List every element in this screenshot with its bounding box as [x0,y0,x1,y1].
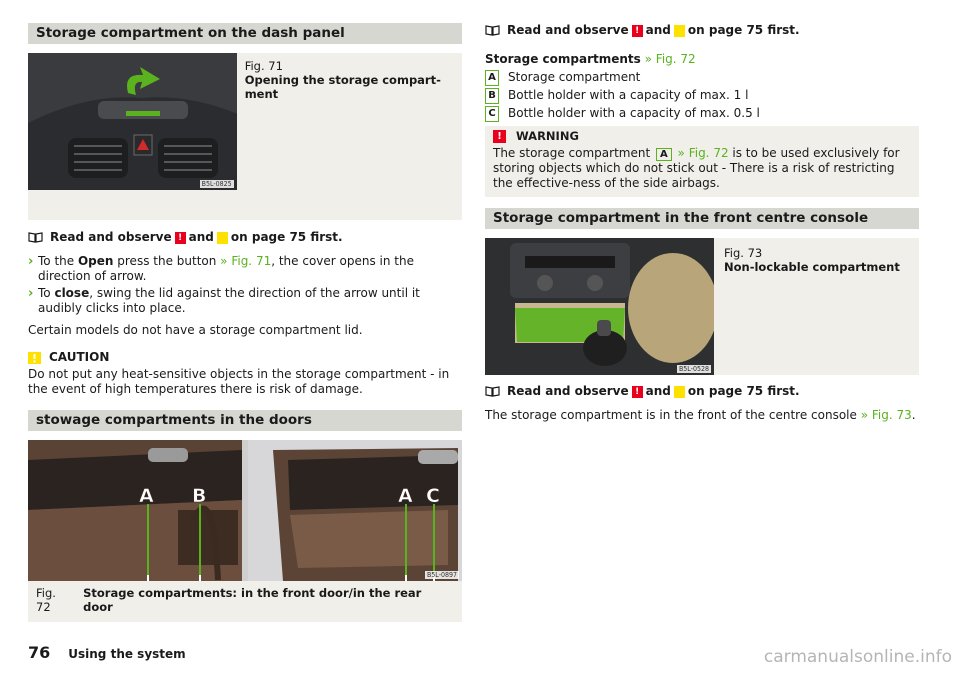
figure-73-number: Fig. 73 [724,246,763,260]
page-number: 76 [28,643,51,662]
instruction-close: › To close, swing the lid against the direction of the arrow until it audibly clicks into place. [28,286,420,315]
fig72-link[interactable]: » Fig. 72 [644,52,696,66]
page-footer [28,645,186,662]
figure-71-number: Fig. 71 [244,59,283,73]
fig73-link[interactable]: » Fig. 73 [860,408,912,422]
book-icon [485,25,500,36]
fig72-label-a1: A [139,485,154,507]
warning-icon: ! [493,130,506,143]
section-title-door-stowage: stowage compartments in the doors [28,410,462,431]
figure-71-code: B5L-0825 [201,180,232,188]
legend-key-b: B [485,88,499,104]
legend-key-c: C [485,106,499,122]
storage-compartments-heading: Storage compartments » Fig. 72 [485,52,696,66]
warning-icon: ! [175,232,186,244]
chapter-title: Using the system [68,647,186,661]
warning-box [485,126,919,197]
chevron-right-icon: › [28,254,34,269]
warning-icon: ! [632,386,643,398]
left-column [28,23,462,622]
watermark: carmanualsonline.info [763,647,952,667]
figure-71 [28,53,462,220]
figure-73-code: B5L-0528 [678,365,709,373]
caution-heading: CAUTION [28,350,462,365]
legend-text-c: Bottle holder with a capacity of max. 0.5 l [508,106,760,120]
legend-text-a: Storage compartment [508,70,641,84]
caution-text: Do not put any heat-sensitive objects in the storage compartment - in the event of high temperatures there is risk of damage. [28,367,450,396]
figure-72-title: Storage compartments: in the front door/in the rear door [83,586,422,614]
fig72-label-c: C [426,485,440,507]
caution-icon [217,232,228,244]
book-icon [485,386,500,397]
figure-73 [485,238,919,375]
fig72-link[interactable]: » Fig. 72 [677,146,729,160]
figure-72-code: B5L-0897 [426,571,457,579]
figure-73-photo [485,238,714,375]
figure-72-number: Fig. 72 [36,586,56,614]
centre-console-illustration [485,238,714,375]
dash-panel-illustration [28,53,237,190]
fig72-label-b: B [192,485,207,507]
legend-text-b: Bottle holder with a capacity of max. 1 l [508,88,749,102]
legend-key-a: A [485,70,499,86]
figure-73-title: Non-lockable compartment [724,260,900,274]
warning-text: The storage compartment A » Fig. 72 is to be used exclusively for storing objects which do not stick out - There is a risk of restricting the effective-ness of the side airbags. [493,146,900,190]
figure-71-photo [28,53,237,190]
instruction-open: › To the Open press the button » Fig. 71, the cover opens in the direction of arrow. [28,254,414,283]
read-observe-note: Read and observe ! and on page 75 first. [28,230,462,245]
warning-key-a: A [656,148,672,161]
legend-list [485,70,919,122]
paragraph-centre-console: The storage compartment is in the front of the centre console » Fig. 73. [485,408,916,422]
caution-icon [28,352,41,364]
caution-icon [674,25,685,37]
caution-icon [674,386,685,398]
section-title-centre-console: Storage compartment in the front centre console [485,208,919,229]
figure-72-caption [28,581,462,622]
door-compartments-illustration [28,440,462,581]
figure-73-caption [714,238,910,375]
section-title-dash-storage: Storage compartment on the dash panel [28,23,462,44]
right-column [485,23,919,430]
warning-icon: ! [632,25,643,37]
figure-71-title: Opening the storage compart-ment [244,73,441,101]
figure-72-photo [28,440,462,581]
read-observe-note: Read and observe ! and on page 75 first. [485,23,919,38]
read-observe-note-2: Read and observe ! and on page 75 first. [485,384,919,399]
paragraph-models: Certain models do not have a storage compartment lid. [28,323,363,337]
figure-72 [28,440,462,622]
fig72-label-a2: A [398,485,413,507]
fig71-link[interactable]: » Fig. 71 [220,254,272,268]
warning-heading: ! WARNING [493,129,911,144]
chevron-right-icon: › [28,286,34,301]
book-icon [28,232,43,243]
figure-71-caption [237,53,462,220]
